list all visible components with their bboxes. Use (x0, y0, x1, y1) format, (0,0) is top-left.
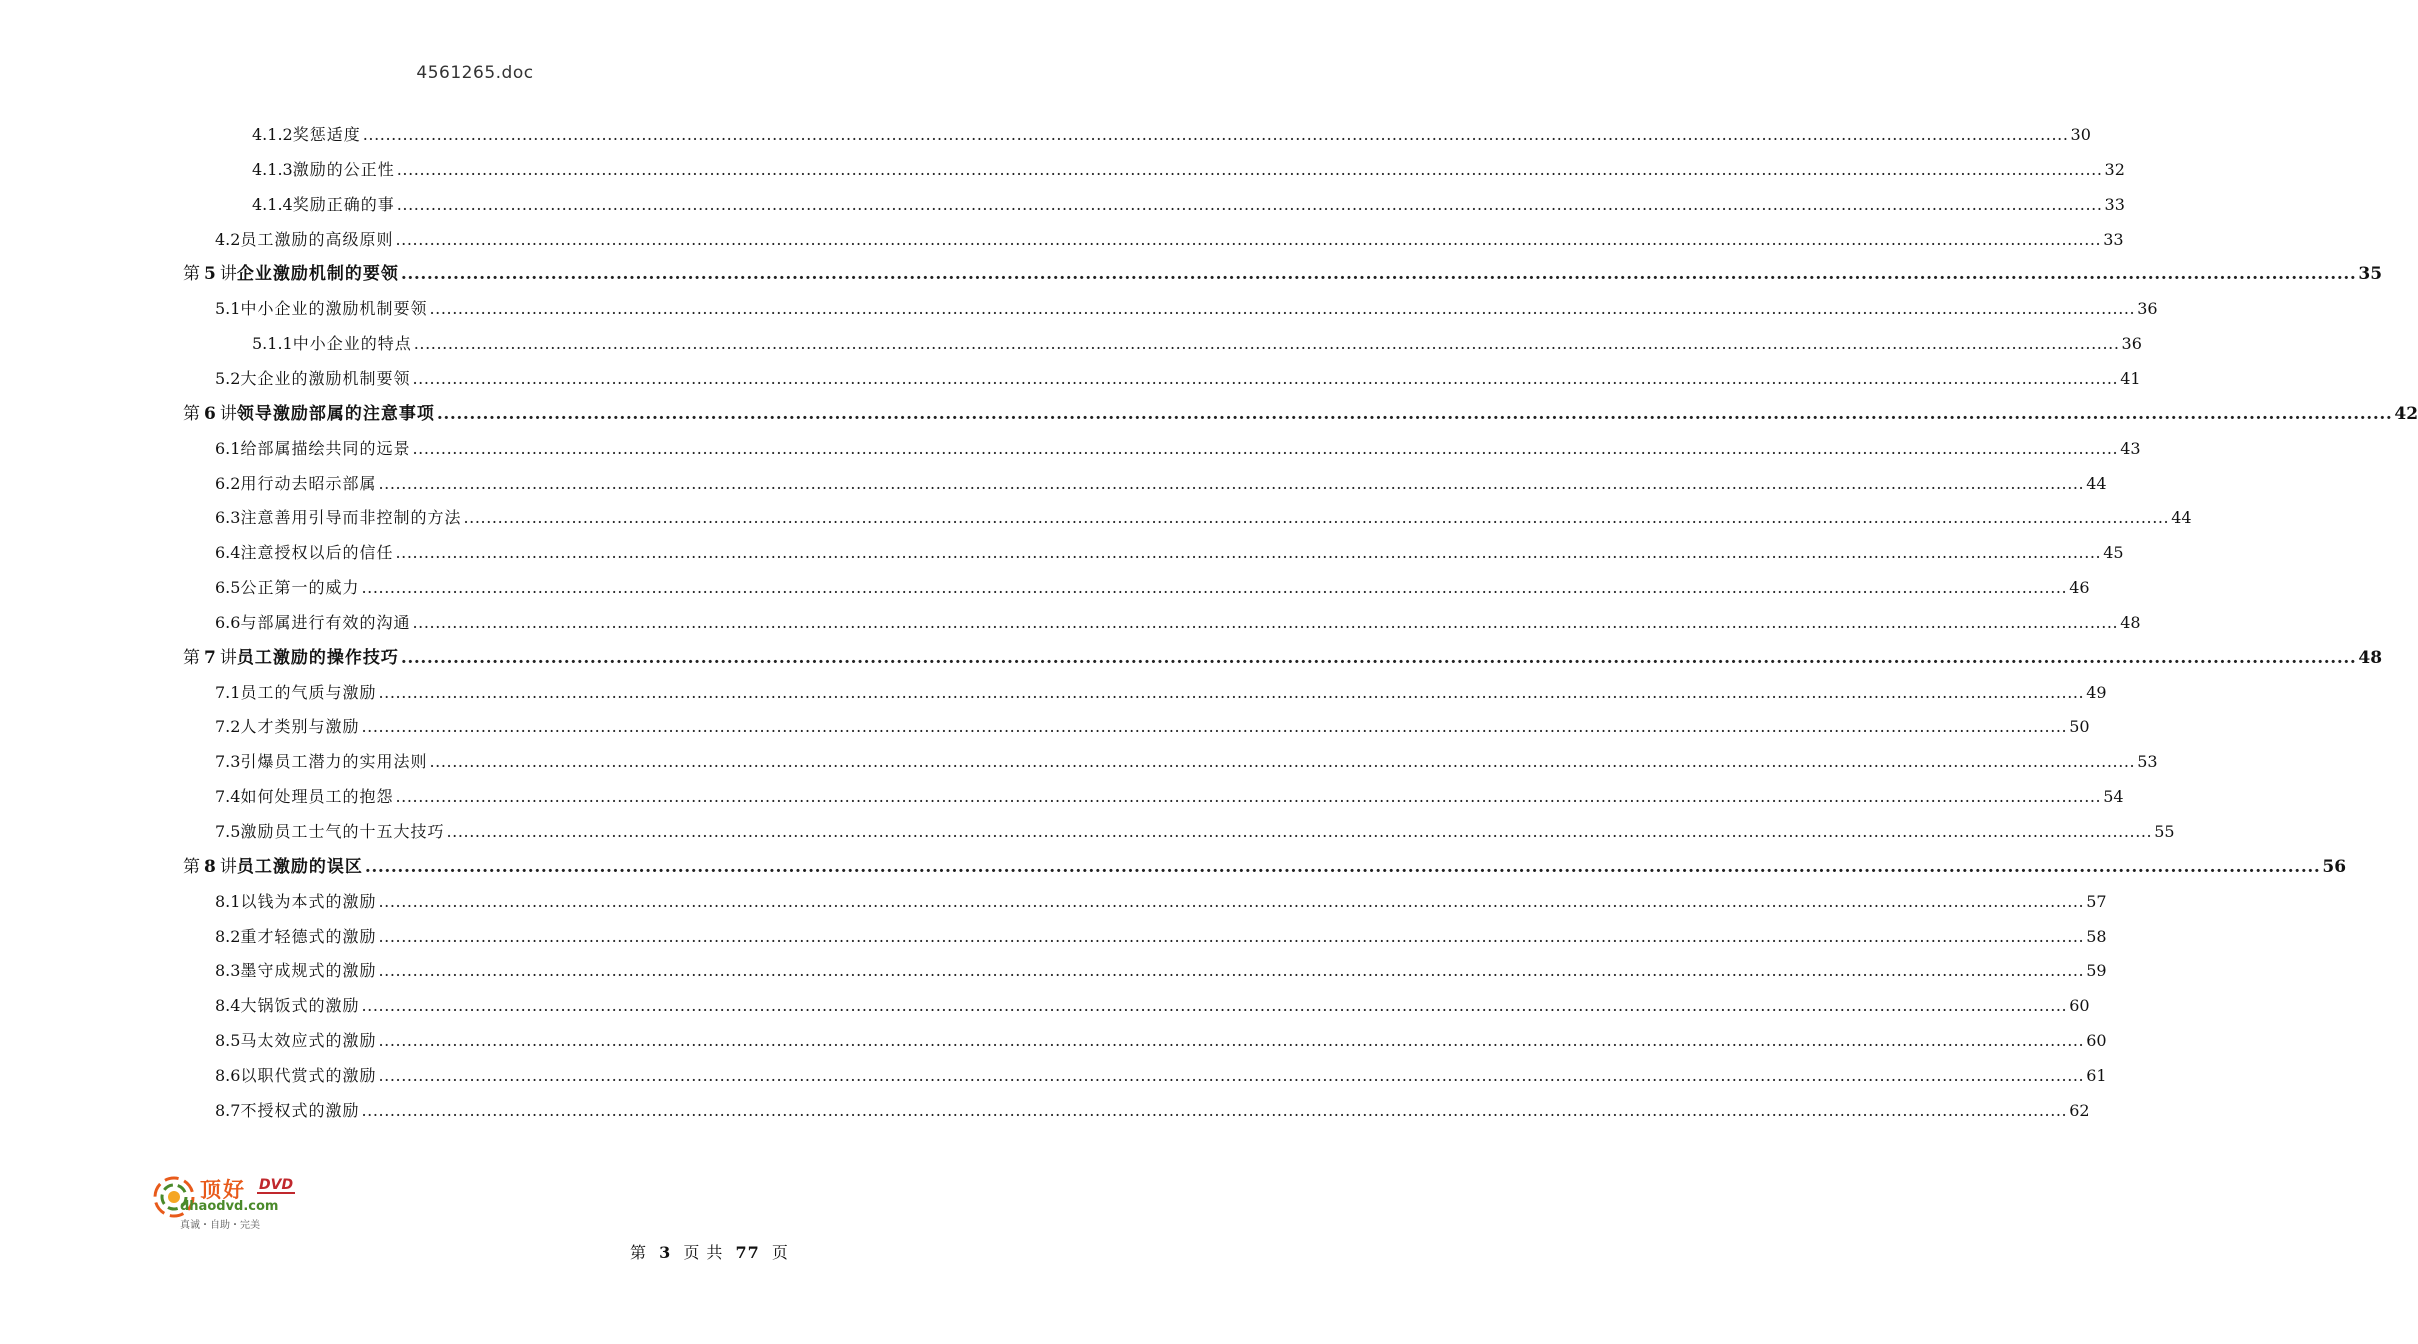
toc-leader-dots: ............................................................................................................................................................................................................................................................................................................ (446, 822, 2153, 841)
toc-entry-row[interactable] (252, 150, 2125, 180)
toc-leader-dots: ............................................................................................................................................................................................................................................................................................................ (378, 682, 2085, 702)
toc-leader-dots: ............................................................................................................................................................................................................................................................................................................ (429, 752, 2136, 772)
toc-page-number: 44 (2086, 473, 2107, 493)
toc-entry-number: 6.2 (215, 473, 241, 493)
toc-page-number: 49 (2086, 682, 2107, 702)
toc-entry-number: 8.7 (215, 1100, 241, 1120)
toc-page-number: 33 (2103, 229, 2124, 249)
toc-leader-dots: ............................................................................................................................................................................................................................................................................................................ (395, 543, 2102, 563)
toc-entry-label: 引爆员工潜力的实用法则 (240, 752, 428, 772)
toc-entry-label: 注意授权以后的信任 (240, 543, 394, 563)
toc-entry-number: 7.1 (215, 682, 241, 702)
toc-entry-number: 8.5 (215, 1031, 241, 1051)
toc-page-number: 59 (2086, 961, 2107, 981)
toc-leader-dots: ............................................................................................................................................................................................................................................................................................................ (378, 1065, 2085, 1085)
toc-entry-row[interactable] (252, 185, 2125, 215)
toc-page-number: 42 (2394, 403, 2418, 424)
toc-entry-label: 员工激励的高级原则 (240, 229, 394, 249)
toc-entry-label: 注意善用引导而非控制的方法 (240, 508, 462, 528)
toc-entry-label: 公正第一的威力 (240, 578, 360, 598)
toc-page-number: 54 (2103, 787, 2124, 807)
toc-chapter-row[interactable] (183, 394, 2418, 424)
toc-page-number: 45 (2103, 543, 2124, 563)
toc-page-number: 48 (2358, 647, 2383, 668)
toc-entry-number (183, 404, 237, 424)
toc-leader-dots: ............................................................................................................................................................................................................................................................................................................ (396, 159, 2103, 179)
toc-entry-number (183, 648, 237, 668)
footer-middle: 页 共 (683, 1243, 724, 1262)
toc-page-number: 36 (2137, 299, 2158, 319)
toc-entry-number (183, 264, 237, 284)
toc-entry-label: 员工激励的误区 (236, 856, 363, 877)
toc-entry-number: 4.1.3 (252, 159, 293, 179)
toc-leader-dots: ............................................................................................................................................................................................................................................................................................................ (400, 647, 2357, 668)
toc-entry-row[interactable] (215, 673, 2107, 703)
toc-entry-number: 8.4 (215, 996, 241, 1016)
toc-chapter-row[interactable] (183, 254, 2383, 285)
site-logo (152, 1170, 322, 1232)
toc-entry-label: 激励的公正性 (292, 159, 395, 179)
toc-leader-dots: ............................................................................................................................................................................................................................................................................................................ (395, 229, 2102, 249)
toc-leader-dots: ............................................................................................................................................................................................................................................................................................................ (362, 125, 2069, 144)
toc-page-number: 60 (2069, 996, 2090, 1016)
toc-entry-row[interactable] (215, 220, 2124, 250)
toc-chapter-prefix: 第 (183, 403, 200, 424)
toc-entry-number: 7.3 (215, 752, 241, 772)
toc-page-number: 58 (2086, 926, 2107, 946)
toc-page-number: 60 (2086, 1031, 2107, 1051)
toc-leader-dots: ............................................................................................................................................................................................................................................................................................................ (378, 961, 2085, 981)
footer-current-page: 3 (659, 1243, 672, 1262)
toc-page-number: 62 (2069, 1100, 2090, 1120)
toc-entry-label: 如何处理员工的抱怨 (240, 787, 394, 807)
toc-entry-row[interactable] (215, 533, 2124, 563)
toc-entry-label: 重才轻德式的激励 (240, 926, 377, 946)
toc-page-number: 36 (2121, 334, 2142, 354)
toc-leader-dots: ............................................................................................................................................................................................................................................................................................................ (378, 891, 2085, 911)
toc-chapter-row[interactable] (183, 847, 2347, 877)
toc-entry-number: 8.3 (215, 961, 241, 981)
toc-entry-number: 6.3 (215, 508, 241, 528)
toc-entry-number: 8.6 (215, 1065, 241, 1085)
logo-brand-text: 顶好 (200, 1178, 246, 1202)
toc-entry-row[interactable] (215, 951, 2107, 981)
toc-entry-number: 4.1.4 (252, 194, 293, 214)
toc-entry-row[interactable] (215, 429, 2141, 459)
toc-entry-label: 墨守成规式的激励 (240, 961, 377, 981)
toc-entry-number: 6.4 (215, 543, 241, 563)
toc-leader-dots: ............................................................................................................................................................................................................................................................................................................ (413, 334, 2120, 354)
toc-chapter-suffix: 讲 (219, 856, 237, 877)
toc-entry-row[interactable] (215, 986, 2090, 1016)
toc-leader-dots: ............................................................................................................................................................................................................................................................................................................ (400, 264, 2357, 285)
toc-entry-label: 奖励正确的事 (292, 194, 395, 214)
toc-entry-number: 6.1 (215, 438, 241, 458)
toc-entry-number: 4.1.2 (252, 125, 293, 144)
toc-leader-dots: ............................................................................................................................................................................................................................................................................................................ (463, 508, 2170, 528)
toc-page-number: 33 (2104, 194, 2125, 214)
toc-entry-row[interactable] (215, 742, 2158, 772)
toc-entry-label: 员工的气质与激励 (240, 682, 377, 702)
toc-entry-row[interactable] (215, 812, 2175, 842)
toc-chapter-prefix: 第 (183, 264, 200, 285)
toc-entry-label: 用行动去昭示部属 (240, 473, 377, 493)
toc-leader-dots: ............................................................................................................................................................................................................................................................................................................ (395, 787, 2102, 807)
toc-entry-label: 中小企业的激励机制要领 (240, 299, 428, 319)
toc-entry-label: 激励员工士气的十五大技巧 (240, 822, 445, 841)
toc-entry-number: 5.2 (215, 368, 241, 388)
toc-chapter-number: 8 (204, 856, 216, 877)
toc-chapter-prefix: 第 (183, 856, 200, 877)
toc-chapter-prefix: 第 (183, 647, 200, 668)
toc-entry-label: 人才类别与激励 (240, 717, 360, 737)
toc-entry-row[interactable] (252, 324, 2142, 354)
toc-leader-dots: ............................................................................................................................................................................................................................................................................................................ (412, 438, 2119, 458)
toc-entry-label: 员工激励的操作技巧 (236, 647, 399, 668)
toc-entry-label: 奖惩适度 (292, 125, 361, 144)
toc-entry-label: 大企业的激励机制要领 (240, 368, 411, 388)
toc-entry-row[interactable] (215, 882, 2107, 912)
toc-chapter-number: 6 (204, 403, 216, 424)
toc-entry-label: 大锅饭式的激励 (240, 996, 360, 1016)
toc-entry-number: 5.1 (215, 299, 241, 319)
toc-entry-row[interactable] (215, 498, 2192, 528)
toc-entry-row[interactable] (215, 568, 2090, 598)
toc-entry-number: 4.2 (215, 229, 241, 249)
toc-page-number: 41 (2120, 368, 2141, 388)
toc-entry-row[interactable] (215, 1056, 2107, 1086)
toc-entry-label: 企业激励机制的要领 (236, 264, 399, 285)
toc-leader-dots: ............................................................................................................................................................................................................................................................................................................ (396, 194, 2103, 214)
toc-page-number: 43 (2120, 438, 2141, 458)
toc-leader-dots: ............................................................................................................................................................................................................................................................................................................ (412, 368, 2119, 388)
toc-leader-dots: ............................................................................................................................................................................................................................................................................................................ (436, 403, 2393, 424)
page-number-footer (630, 1240, 789, 1263)
toc-leader-dots: ............................................................................................................................................................................................................................................................................................................ (429, 299, 2136, 319)
toc-page-number: 44 (2171, 508, 2192, 528)
toc-entry-row[interactable] (252, 115, 2091, 145)
toc-entry-label: 与部属进行有效的沟通 (240, 612, 411, 632)
toc-chapter-suffix: 讲 (219, 647, 237, 668)
toc-entry-label: 以钱为本式的激励 (240, 891, 377, 911)
toc-entry-row[interactable] (215, 464, 2107, 494)
toc-chapter-suffix: 讲 (219, 403, 237, 424)
toc-page-number: 55 (2154, 822, 2175, 841)
logo-domain-text: dhaodvd.com (180, 1199, 279, 1214)
toc-entry-number: 8.1 (215, 891, 241, 911)
footer-total-pages: 77 (735, 1243, 760, 1262)
toc-entry-row[interactable] (215, 777, 2124, 807)
document-filename: 4561265.doc (416, 63, 534, 83)
toc-entry-number (183, 857, 237, 877)
toc-entry-label: 给部属描绘共同的远景 (240, 438, 411, 458)
toc-page-number: 48 (2120, 612, 2141, 632)
toc-leader-dots: ............................................................................................................................................................................................................................................................................................................ (361, 578, 2068, 598)
toc-entry-label: 领导激励部属的注意事项 (236, 403, 435, 424)
toc-leader-dots: ............................................................................................................................................................................................................................................................................................................ (361, 717, 2068, 737)
toc-leader-dots: ............................................................................................................................................................................................................................................................................................................ (412, 612, 2119, 632)
toc-entry-number: 6.6 (215, 612, 241, 632)
toc-entry-number: 7.4 (215, 787, 241, 807)
toc-page-number: 35 (2358, 264, 2383, 285)
toc-entry-label: 中小企业的特点 (292, 334, 412, 354)
toc-chapter-suffix: 讲 (219, 264, 237, 285)
toc-entry-row[interactable] (215, 289, 2158, 319)
toc-leader-dots: ............................................................................................................................................................................................................................................................................................................ (378, 1031, 2085, 1051)
footer-prefix: 第 (630, 1243, 648, 1262)
toc-entry-number: 7.5 (215, 822, 241, 841)
toc-page-number: 50 (2069, 717, 2090, 737)
toc-page-number: 61 (2086, 1065, 2107, 1085)
toc-entry-row[interactable] (215, 1021, 2107, 1051)
toc-entry-row[interactable] (215, 603, 2141, 633)
toc-entry-row[interactable] (215, 1091, 2090, 1121)
logo-slogan-text: 真诚・自助・完美 (180, 1220, 260, 1231)
toc-entry-label: 不授权式的激励 (240, 1100, 360, 1120)
toc-leader-dots: ............................................................................................................................................................................................................................................................................................................ (378, 473, 2085, 493)
toc-leader-dots: ............................................................................................................................................................................................................................................................................................................ (378, 926, 2085, 946)
toc-page-number: 30 (2070, 125, 2091, 144)
swirl-logo-icon (152, 1172, 198, 1222)
toc-entry-label: 以职代赏式的激励 (240, 1065, 377, 1085)
toc-entry-number: 5.1.1 (252, 334, 293, 354)
toc-leader-dots: ............................................................................................................................................................................................................................................................................................................ (361, 996, 2068, 1016)
toc-entry-number: 7.2 (215, 717, 241, 737)
toc-entry-row[interactable] (215, 359, 2141, 389)
toc-page-number: 32 (2104, 159, 2125, 179)
toc-entry-label: 马太效应式的激励 (240, 1031, 377, 1051)
toc-chapter-number: 7 (204, 647, 216, 668)
toc-chapter-number: 5 (204, 264, 216, 285)
logo-dvd-text: DVD (259, 1177, 294, 1193)
toc-page-number: 56 (2322, 856, 2347, 877)
toc-entry-number: 8.2 (215, 926, 241, 946)
toc-leader-dots: ............................................................................................................................................................................................................................................................................................................ (364, 856, 2321, 877)
toc-entry-row[interactable] (215, 917, 2107, 947)
toc-page-number: 53 (2137, 752, 2158, 772)
toc-leader-dots: ............................................................................................................................................................................................................................................................................................................ (361, 1100, 2068, 1120)
toc-page-number: 57 (2086, 891, 2107, 911)
toc-page-number: 46 (2069, 578, 2090, 598)
toc-chapter-row[interactable] (183, 638, 2383, 668)
toc-entry-row[interactable] (215, 707, 2090, 737)
footer-suffix: 页 (771, 1243, 789, 1262)
toc-entry-number: 6.5 (215, 578, 241, 598)
